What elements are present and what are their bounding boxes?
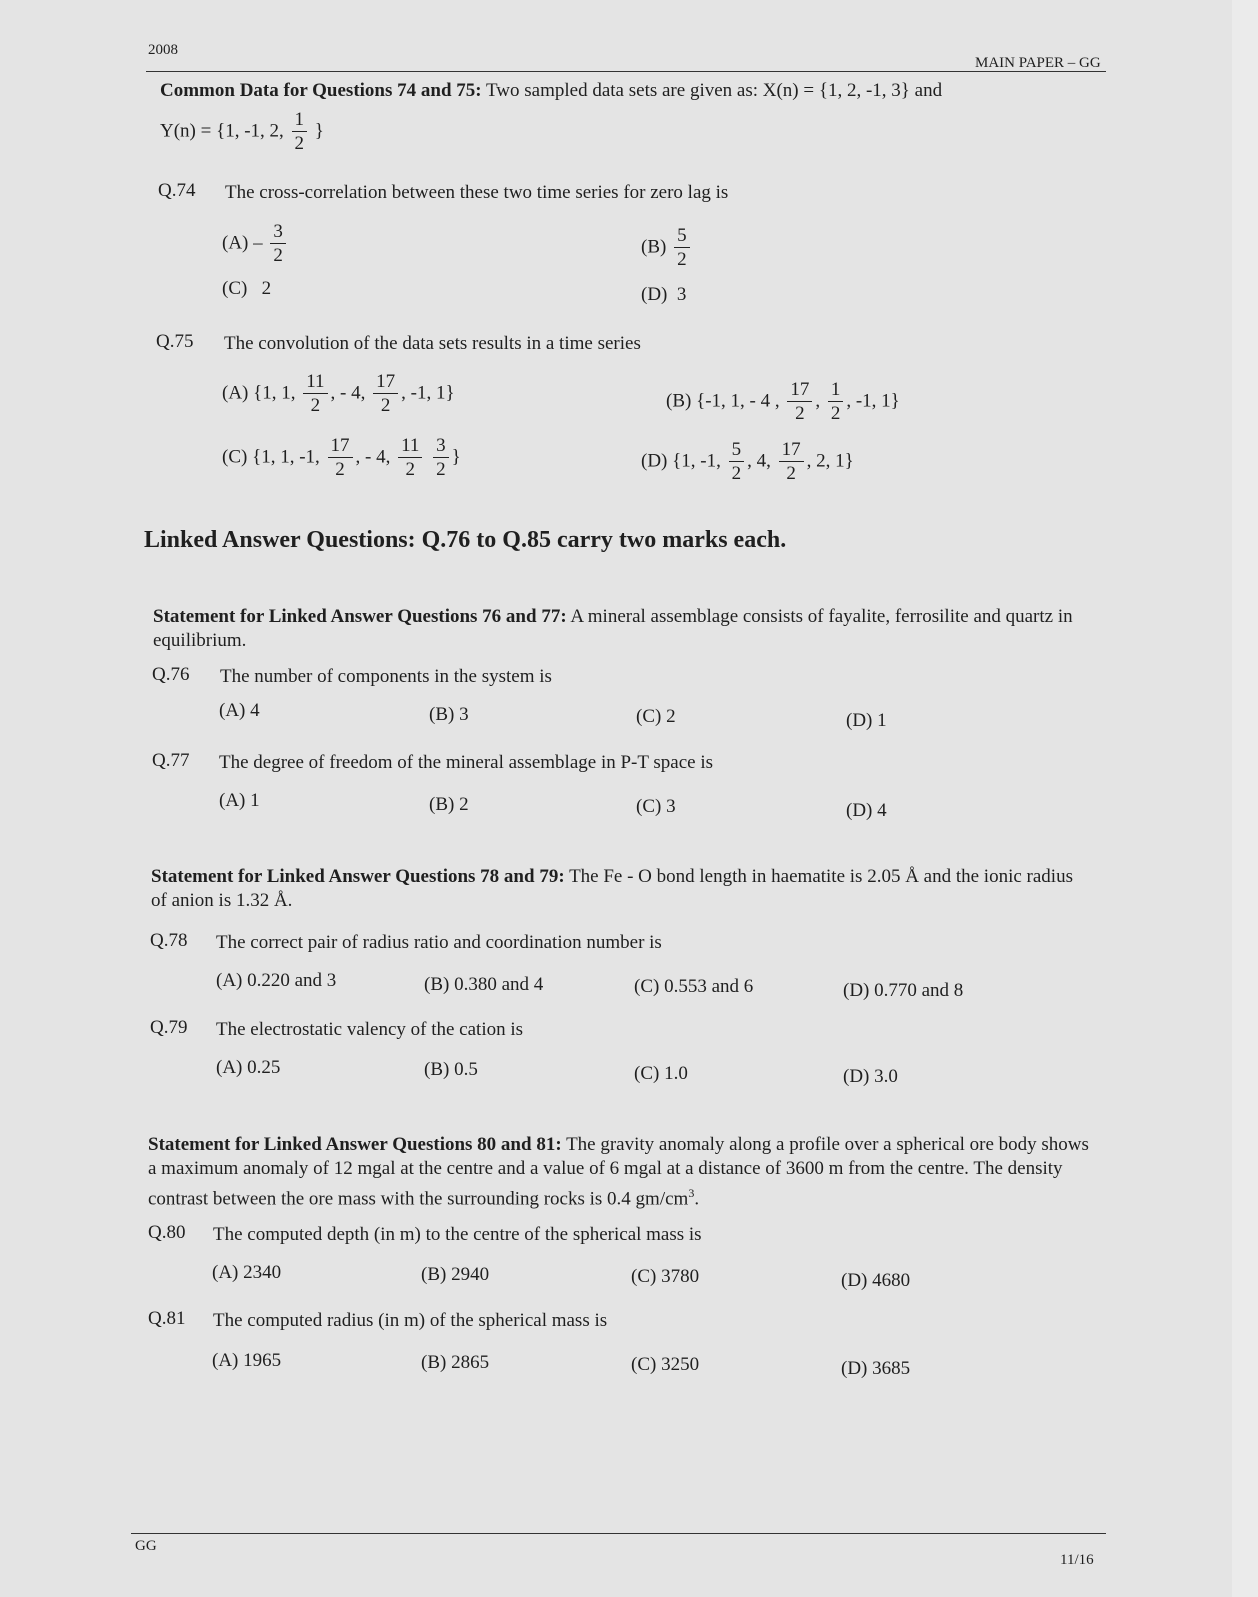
q81-option-d: (D) 3685 [841, 1358, 911, 1379]
q76-option-c: (C) 2 [636, 706, 676, 727]
common-data-text: Two sampled data sets are given as: X(n) = {1, 2, -1, 3} and [486, 80, 943, 101]
q81-text: The computed radius (in m) of the spherical mass is [213, 1310, 608, 1331]
fraction: $\frac{5}{2}$ [674, 226, 690, 270]
q76-option-a: (A) 4 [219, 700, 260, 721]
q80-text: The computed depth (in m) to the centre of the spherical mass is [213, 1224, 702, 1245]
q80-option-b: (B) 2940 [421, 1264, 490, 1285]
superscript: 3 [688, 1186, 695, 1200]
q74-option-d: (D) 3 [641, 284, 687, 305]
q74-option-c: (C) 2 [222, 278, 272, 299]
header-rule [146, 71, 1106, 72]
fraction: $\frac{5}{2}$ [729, 440, 745, 484]
q79-option-b: (B) 0.5 [424, 1059, 478, 1080]
q78-option-d: (D) 0.770 and 8 [843, 980, 964, 1001]
q77-text: The degree of freedom of the mineral assemblage in P-T space is [219, 752, 713, 773]
linked-answer-heading: Linked Answer Questions: Q.76 to Q.85 carry two marks each. [144, 527, 787, 553]
q78-text: The correct pair of radius ratio and coordination number is [216, 932, 662, 953]
common-data-line1 [160, 80, 942, 102]
statement-80-81: Statement for Linked Answer Questions 80 and 81: The gravity anomaly along a profile over a spherical ore body shows a maximum anomaly of 12 mgal at the centre and a value of 6 mgal at a distance of 3600 m from the centre. The density contrast between the ore mass with the surrounding rocks is 0.4 $gm/cm^3$. [148, 1134, 1089, 1210]
header-paper: MAIN PAPER – GG [975, 55, 1101, 71]
fraction: $\frac{3}{2}$ [433, 436, 449, 480]
common-data-line2: Y(n) = {1, -1, 2, $\frac{1}{2}$ } [160, 109, 324, 154]
q74-number: Q.74 [158, 180, 196, 201]
q79-text: The electrostatic valency of the cation is [216, 1019, 524, 1040]
q76-number: Q.76 [152, 664, 190, 685]
q80-option-a: (A) 2340 [212, 1262, 282, 1283]
q77-option-c: (C) 3 [636, 796, 676, 817]
statement-76-77-text: A mineral assemblage consists of fayalite, ferrosilite and quartz in equilibrium. [153, 606, 1073, 651]
q76-text: The number of components in the system is [220, 666, 552, 687]
q81-option-c: (C) 3250 [631, 1354, 700, 1375]
q79-option-c: (C) 1.0 [634, 1063, 688, 1084]
q75-text: The convolution of the data sets results in a time series [224, 333, 641, 354]
fraction: $\frac{17}{2}$ [328, 436, 353, 480]
common-data-title: Common Data for Questions 74 and 75: [160, 80, 482, 101]
q77-option-a: (A) 1 [219, 790, 260, 811]
q75-option-c: (C) {1, 1, -1, $\frac{17}{2}$ , - 4, $\frac{11}{2}$ $\frac{3}{2}$ } [222, 435, 461, 480]
fraction: $\frac{1}{2}$ [828, 380, 844, 424]
q81-number: Q.81 [148, 1308, 186, 1329]
statement-78-79-text: The Fe - O bond length in haematite is 2.05 Å and the ionic radius of anion is 1.32 Å. [151, 866, 1073, 911]
q77-option-b: (B) 2 [429, 794, 469, 815]
q79-number: Q.79 [150, 1017, 188, 1038]
q80-number: Q.80 [148, 1222, 186, 1243]
q74-option-a: (A) – $\frac{3}{2}$ [222, 222, 289, 266]
fraction: $\frac{11}{2}$ [398, 436, 422, 480]
q78-option-c: (C) 0.553 and 6 [634, 976, 754, 997]
q78-option-a: (A) 0.220 and 3 [216, 970, 337, 991]
q79-option-d: (D) 3.0 [843, 1066, 898, 1087]
q78-option-b: (B) 0.380 and 4 [424, 974, 544, 995]
footer-page-number: 11/16 [1060, 1552, 1094, 1568]
fraction: $\frac{11}{2}$ [303, 372, 327, 416]
q75-number: Q.75 [156, 331, 194, 352]
statement-80-81-title: Statement for Linked Answer Questions 80 and 81: [148, 1134, 562, 1155]
q79-option-a: (A) 0.25 [216, 1057, 281, 1078]
fraction: $\frac{3}{2}$ [270, 222, 286, 266]
q74-option-b: (B) $\frac{5}{2}$ [641, 226, 693, 270]
q74-text: The cross-correlation between these two time series for zero lag is [225, 182, 729, 203]
q80-option-c: (C) 3780 [631, 1266, 700, 1287]
footer-rule [131, 1533, 1106, 1534]
footer-code: GG [135, 1538, 157, 1554]
q75-option-a: (A) {1, 1, $\frac{11}{2}$ , - 4, $\frac{17}{2}$ , -1, 1} [222, 371, 455, 416]
q75-option-d: (D) {1, -1, $\frac{5}{2}$ , 4, $\frac{17}{2}$ , 2, 1} [641, 439, 854, 484]
q75-option-b: (B) {-1, 1, - 4 , $\frac{17}{2}$ , $\frac{1}{2}$ , -1, 1} [666, 379, 900, 424]
q80-option-d: (D) 4680 [841, 1270, 911, 1291]
statement-78-79 [151, 865, 1091, 913]
header-year: 2008 [148, 42, 178, 58]
q77-number: Q.77 [152, 750, 190, 771]
q76-option-d: (D) 1 [846, 710, 887, 731]
fraction: $\frac{17}{2}$ [373, 372, 398, 416]
q81-option-a: (A) 1965 [212, 1350, 282, 1371]
q77-option-d: (D) 4 [846, 800, 887, 821]
statement-78-79-title: Statement for Linked Answer Questions 78 and 79: [151, 866, 565, 887]
q81-option-b: (B) 2865 [421, 1352, 490, 1373]
q78-number: Q.78 [150, 930, 188, 951]
fraction: $\frac{17}{2}$ [787, 380, 812, 424]
statement-76-77 [153, 605, 1093, 653]
fraction: $\frac{17}{2}$ [779, 440, 804, 484]
q76-option-b: (B) 3 [429, 704, 469, 725]
statement-76-77-title: Statement for Linked Answer Questions 76 and 77: [153, 606, 567, 627]
statement-80-81-text: The gravity anomaly along a profile over a spherical ore body shows a maximum anomaly of 12 mgal at the centre and a value of 6 mgal at a distance of 3600 m from the centre. The density contrast between the ore mass with the surrounding rocks is 0.4 gm/cm [148, 1134, 1089, 1210]
fraction: $\frac{1}{2}$ [292, 110, 308, 154]
